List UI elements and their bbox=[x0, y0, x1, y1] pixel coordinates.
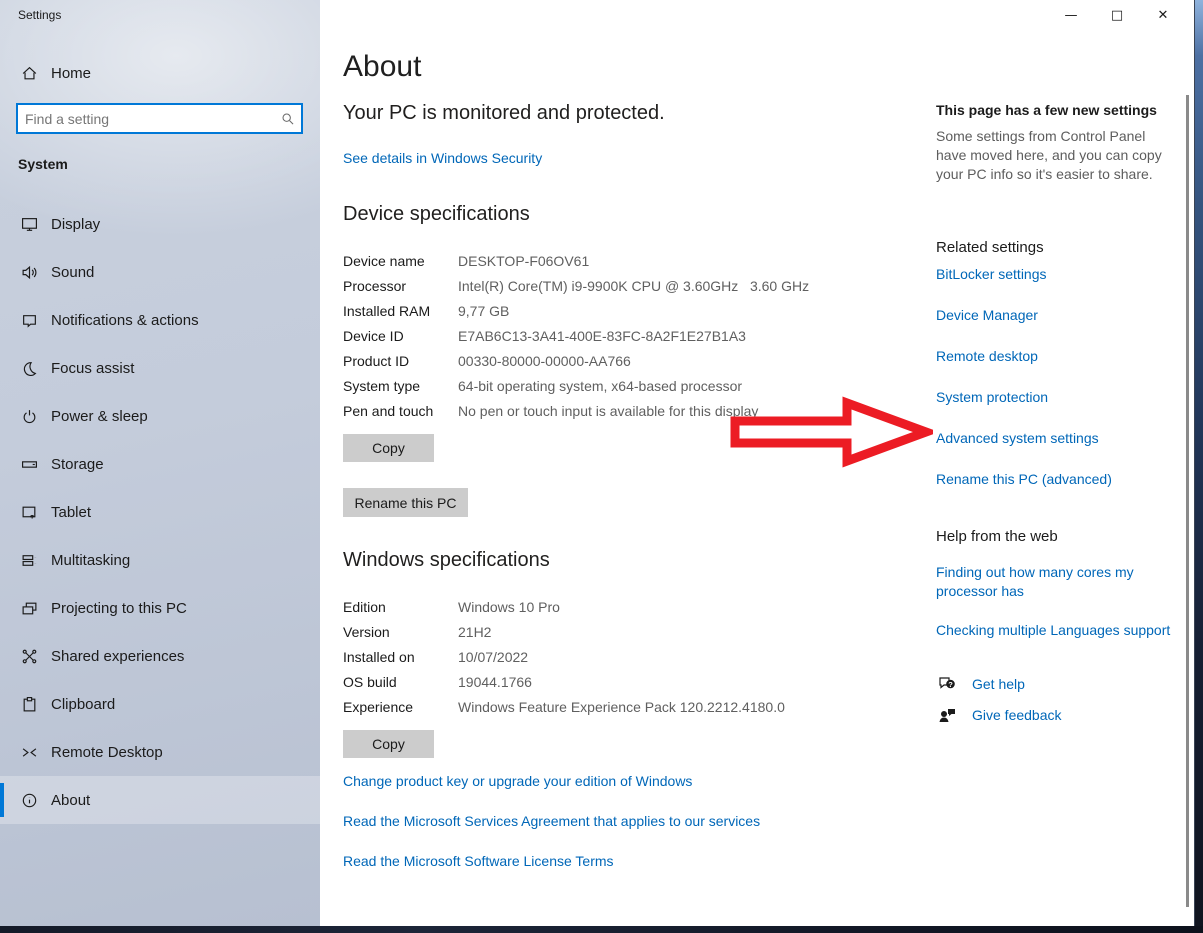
sidebar-item-label: Display bbox=[51, 215, 101, 233]
rename-pc-advanced-link[interactable]: Rename this PC (advanced) bbox=[936, 471, 1112, 487]
footer-links bbox=[343, 773, 760, 869]
sidebar-item-tablet[interactable] bbox=[0, 488, 320, 536]
get-help-row[interactable] bbox=[937, 674, 1025, 694]
sidebar-item-label: Power & sleep bbox=[51, 407, 148, 425]
spec-label: Edition bbox=[343, 599, 386, 615]
table-row bbox=[343, 349, 823, 374]
sidebar-item-label: Shared experiences bbox=[51, 647, 185, 665]
table-row bbox=[343, 595, 823, 620]
spec-value: 19044.1766 bbox=[458, 674, 532, 690]
new-settings-title: This page has a few new settings bbox=[936, 102, 1157, 118]
sidebar-item-display[interactable] bbox=[0, 200, 320, 248]
sidebar-item-label: Sound bbox=[51, 263, 95, 281]
help-links bbox=[936, 563, 1176, 640]
spec-label: Experience bbox=[343, 699, 414, 715]
sidebar-item-label: About bbox=[51, 791, 91, 809]
spec-label: OS build bbox=[343, 674, 397, 690]
sound-icon bbox=[21, 264, 38, 281]
sidebar-item-remote-desktop[interactable] bbox=[0, 728, 320, 776]
desktop-wallpaper-bottom bbox=[0, 926, 1203, 933]
sidebar-item-label: Focus assist bbox=[51, 359, 135, 377]
spec-label: Version bbox=[343, 624, 390, 640]
spec-label: Installed RAM bbox=[343, 303, 431, 319]
sidebar-item-label: Tablet bbox=[51, 503, 92, 521]
spec-label: Device name bbox=[343, 253, 425, 269]
copy-windows-specs-button[interactable]: Copy bbox=[343, 730, 434, 758]
spec-value: 10/07/2022 bbox=[458, 649, 529, 665]
sidebar-section-system: System bbox=[18, 156, 68, 172]
give-feedback-row[interactable] bbox=[937, 705, 1062, 725]
spec-label: Installed on bbox=[343, 649, 415, 665]
table-row bbox=[343, 299, 823, 324]
close-button[interactable]: ✕ bbox=[1157, 7, 1169, 23]
spec-value: 9,77 GB bbox=[458, 303, 510, 319]
spec-label: Product ID bbox=[343, 353, 410, 369]
table-row bbox=[343, 645, 823, 670]
services-agreement-link[interactable]: Read the Microsoft Services Agreement that applies to our services bbox=[343, 813, 761, 829]
license-terms-link[interactable]: Read the Microsoft Software License Terms bbox=[343, 853, 614, 869]
copy-device-specs-button[interactable]: Copy bbox=[343, 434, 434, 462]
sidebar-item-home[interactable] bbox=[0, 54, 320, 92]
spec-value: Windows 10 Pro bbox=[458, 599, 560, 615]
spec-label: Pen and touch bbox=[343, 403, 434, 419]
spec-value: No pen or touch input is available for this display bbox=[458, 403, 759, 419]
remote-desktop-icon bbox=[21, 744, 38, 761]
related-settings-links bbox=[936, 266, 1112, 487]
sidebar-home-label: Home bbox=[51, 64, 92, 82]
search-input[interactable] bbox=[18, 105, 275, 132]
about-icon bbox=[21, 792, 38, 809]
sidebar-item-multitasking[interactable] bbox=[0, 536, 320, 584]
table-row bbox=[343, 620, 823, 645]
table-row bbox=[343, 324, 823, 349]
get-help-link[interactable]: Get help bbox=[972, 676, 1025, 692]
display-icon bbox=[21, 216, 38, 233]
page-title: About bbox=[343, 50, 422, 83]
windows-specs-table bbox=[343, 595, 823, 720]
search-box[interactable] bbox=[16, 103, 303, 134]
sidebar-item-clipboard[interactable] bbox=[0, 680, 320, 728]
spec-value: 00330-80000-00000-AA766 bbox=[458, 353, 631, 369]
notifications-icon bbox=[21, 312, 38, 329]
power-icon bbox=[21, 408, 38, 425]
sidebar-item-focus-assist[interactable] bbox=[0, 344, 320, 392]
tablet-icon bbox=[21, 504, 38, 521]
table-row bbox=[343, 695, 823, 720]
clipboard-icon bbox=[21, 696, 38, 713]
window-title: Settings bbox=[18, 8, 62, 22]
spec-label: System type bbox=[343, 378, 421, 394]
rename-pc-button[interactable]: Rename this PC bbox=[343, 488, 468, 517]
window-controls bbox=[1048, 0, 1186, 30]
spec-value: DESKTOP-F06OV61 bbox=[458, 253, 590, 269]
sidebar-item-label: Clipboard bbox=[51, 695, 116, 713]
device-specs-heading: Device specifications bbox=[343, 203, 530, 225]
projecting-icon bbox=[21, 600, 38, 617]
system-protection-link[interactable]: System protection bbox=[936, 389, 1049, 405]
table-row bbox=[343, 274, 823, 299]
spec-value: 21H2 bbox=[458, 624, 492, 640]
sidebar-item-sound[interactable] bbox=[0, 248, 320, 296]
sidebar-item-label: Multitasking bbox=[51, 551, 131, 569]
give-feedback-icon bbox=[937, 705, 957, 725]
sidebar-item-label: Remote Desktop bbox=[51, 743, 163, 761]
sidebar-item-projecting[interactable] bbox=[0, 584, 320, 632]
maximize-button[interactable]: □ bbox=[1110, 7, 1124, 23]
change-product-key-link[interactable]: Change product key or upgrade your edition of Windows bbox=[343, 773, 693, 789]
magnifier-icon[interactable] bbox=[275, 112, 301, 126]
table-row bbox=[343, 249, 823, 274]
sidebar-nav bbox=[0, 200, 320, 824]
get-help-icon bbox=[937, 674, 957, 694]
sidebar-item-storage[interactable] bbox=[0, 440, 320, 488]
desktop-wallpaper-edge bbox=[1195, 0, 1203, 933]
spec-value: E7AB6C13-3A41-400E-83FC-8A2F1E27B1A3 bbox=[458, 328, 746, 344]
sidebar-item-label: Projecting to this PC bbox=[51, 599, 187, 617]
remote-desktop-link[interactable]: Remote desktop bbox=[936, 348, 1038, 364]
focus-assist-icon bbox=[21, 360, 38, 377]
cores-help-link[interactable]: Finding out how many cores my processor has bbox=[936, 564, 1134, 599]
spec-label: Processor bbox=[343, 278, 407, 294]
multitasking-icon bbox=[21, 552, 38, 569]
help-from-web-heading: Help from the web bbox=[936, 528, 1058, 545]
table-row bbox=[343, 670, 823, 695]
security-status-heading: Your PC is monitored and protected. bbox=[343, 102, 665, 124]
spec-value: 64-bit operating system, x64-based processor bbox=[458, 378, 743, 394]
give-feedback-link[interactable]: Give feedback bbox=[972, 707, 1062, 723]
sidebar-item-label: Notifications & actions bbox=[51, 311, 199, 329]
sidebar bbox=[0, 0, 320, 926]
advanced-system-settings-link[interactable]: Advanced system settings bbox=[936, 430, 1099, 446]
spec-label: Device ID bbox=[343, 328, 404, 344]
shared-experiences-icon bbox=[21, 648, 38, 665]
languages-help-link[interactable]: Checking multiple Languages support bbox=[936, 622, 1171, 638]
windows-specs-heading: Windows specifications bbox=[343, 549, 550, 571]
annotation-arrow bbox=[728, 396, 933, 468]
sidebar-item-power-sleep[interactable] bbox=[0, 392, 320, 440]
device-manager-link[interactable]: Device Manager bbox=[936, 307, 1038, 323]
sidebar-item-label: Storage bbox=[51, 455, 104, 473]
storage-icon bbox=[21, 456, 38, 473]
windows-security-link[interactable]: See details in Windows Security bbox=[343, 150, 543, 166]
sidebar-item-notifications[interactable] bbox=[0, 296, 320, 344]
sidebar-item-about[interactable] bbox=[0, 776, 320, 824]
sidebar-item-shared-experiences[interactable] bbox=[0, 632, 320, 680]
related-settings-heading: Related settings bbox=[936, 239, 1044, 256]
home-icon bbox=[21, 65, 38, 82]
vertical-scrollbar[interactable] bbox=[1186, 95, 1189, 907]
svg-text:?: ? bbox=[948, 679, 953, 689]
minimize-button[interactable]: — bbox=[1064, 7, 1078, 23]
bitlocker-settings-link[interactable]: BitLocker settings bbox=[936, 266, 1047, 282]
spec-value: Windows Feature Experience Pack 120.2212.4180.0 bbox=[458, 699, 785, 715]
new-settings-body: Some settings from Control Panel have moved here, and you can copy your PC info so it's easier to share. bbox=[936, 128, 1162, 182]
spec-value: Intel(R) Core(TM) i9-9900K CPU @ 3.60GHz 3.60 GHz bbox=[458, 278, 810, 294]
